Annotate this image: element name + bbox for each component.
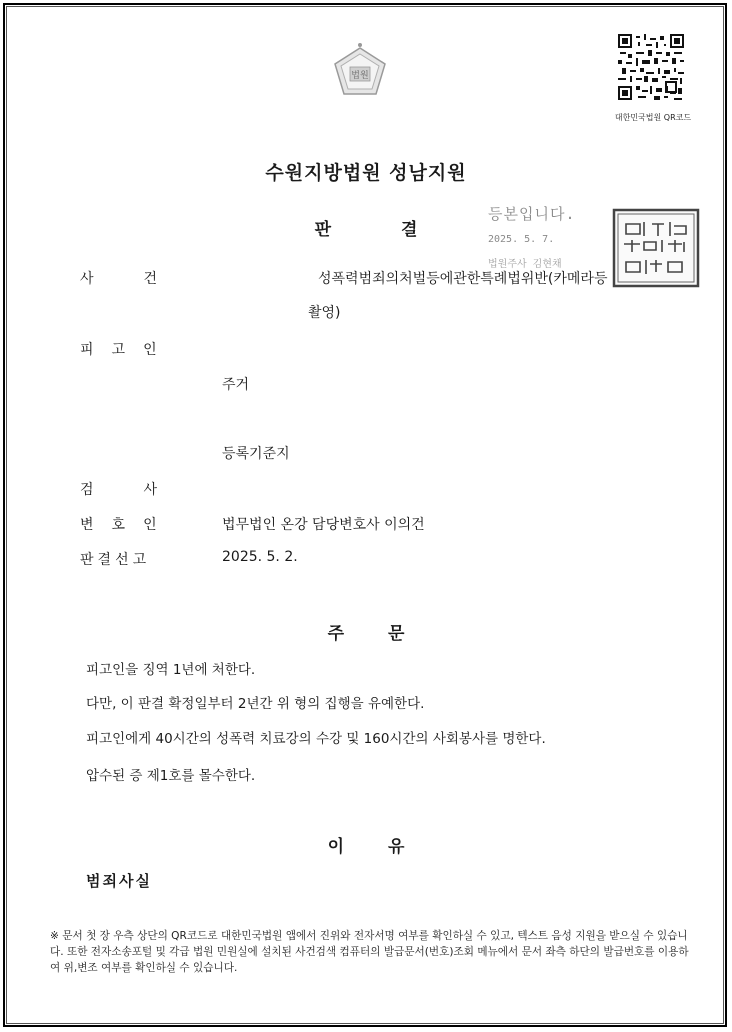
address-label: 주거 [222,377,250,393]
reason-title-char-1: 이 [327,837,344,857]
judgment-title-char-2: 결 [401,220,418,240]
certified-copy-note [488,203,575,270]
order-line-1: 피고인을 징역 1년에 처한다. [86,662,256,678]
order-line-4: 압수된 증 제1호를 몰수한다. [86,768,256,784]
order-line-2: 다만, 이 판결 확정일부터 2년간 위 형의 집행을 유예한다. [86,696,425,712]
order-title [0,619,732,644]
emblem-text: 법원 [351,71,369,81]
qr-caption: 대한민국법원 QR코드 [614,113,692,122]
reason-title [0,832,732,857]
verification-footnote: ※ 문서 첫 장 우측 상단의 QR코드로 대한민국법원 앱에서 진위와 전자서명 여부를 확인하실 수 있고, 텍스트 음성 지원을 받으실 수 있습니다. 또한 전자소송포털 및 각급 법원 민원실에 설치된 사건검색 컴퓨터의 발급문서(번호)조회 메뉴에서 문서 좌측 하단의 발급번호를 이용하여 위,변조 여부를 확인하실 수 있습니다. [50,930,689,974]
certified-copy-text: 등본입니다. [488,205,576,223]
judgment-title-char-1: 판 [314,220,331,240]
certified-copy-date: 2025. 5. 7. [488,234,555,245]
registered-domicile-label: 등록기준지 [222,446,290,462]
verdict-date-label: 판 결 선 고 [80,552,147,568]
defendant-label: 피 고 인 [80,342,157,358]
crime-facts-heading: 범죄사실 [86,872,152,890]
certified-copy-clerk: 법원주사 김현채 [488,259,562,270]
case-label: 사 건 [80,271,158,287]
order-line-3: 피고인에게 40시간의 성폭력 치료강의 수강 및 160시간의 사회봉사를 명한다. [86,731,546,747]
case-name-line-2: 촬영) [308,305,341,321]
seal-text: 대한민국법원행정처 [656,286,665,287]
court-emblem-icon [330,40,390,100]
order-title-char-2: 문 [388,624,405,644]
court-name: 수원지방법원 성남지원 [265,162,467,184]
verdict-date-value: 2025. 5. 2. [222,549,298,565]
qr-code-icon[interactable] [618,34,684,100]
prosecutor-label: 검 사 [80,482,158,498]
order-title-char-1: 주 [327,624,344,644]
case-name-line-1: 성폭력범죄의처벌등에관한특례법위반(카메라등 [318,271,608,287]
counsel-value: 법무법인 온강 담당변호사 이의건 [222,517,425,533]
official-seal-icon [612,208,700,288]
reason-title-char-2: 유 [388,837,405,857]
counsel-label: 변 호 인 [80,517,157,533]
